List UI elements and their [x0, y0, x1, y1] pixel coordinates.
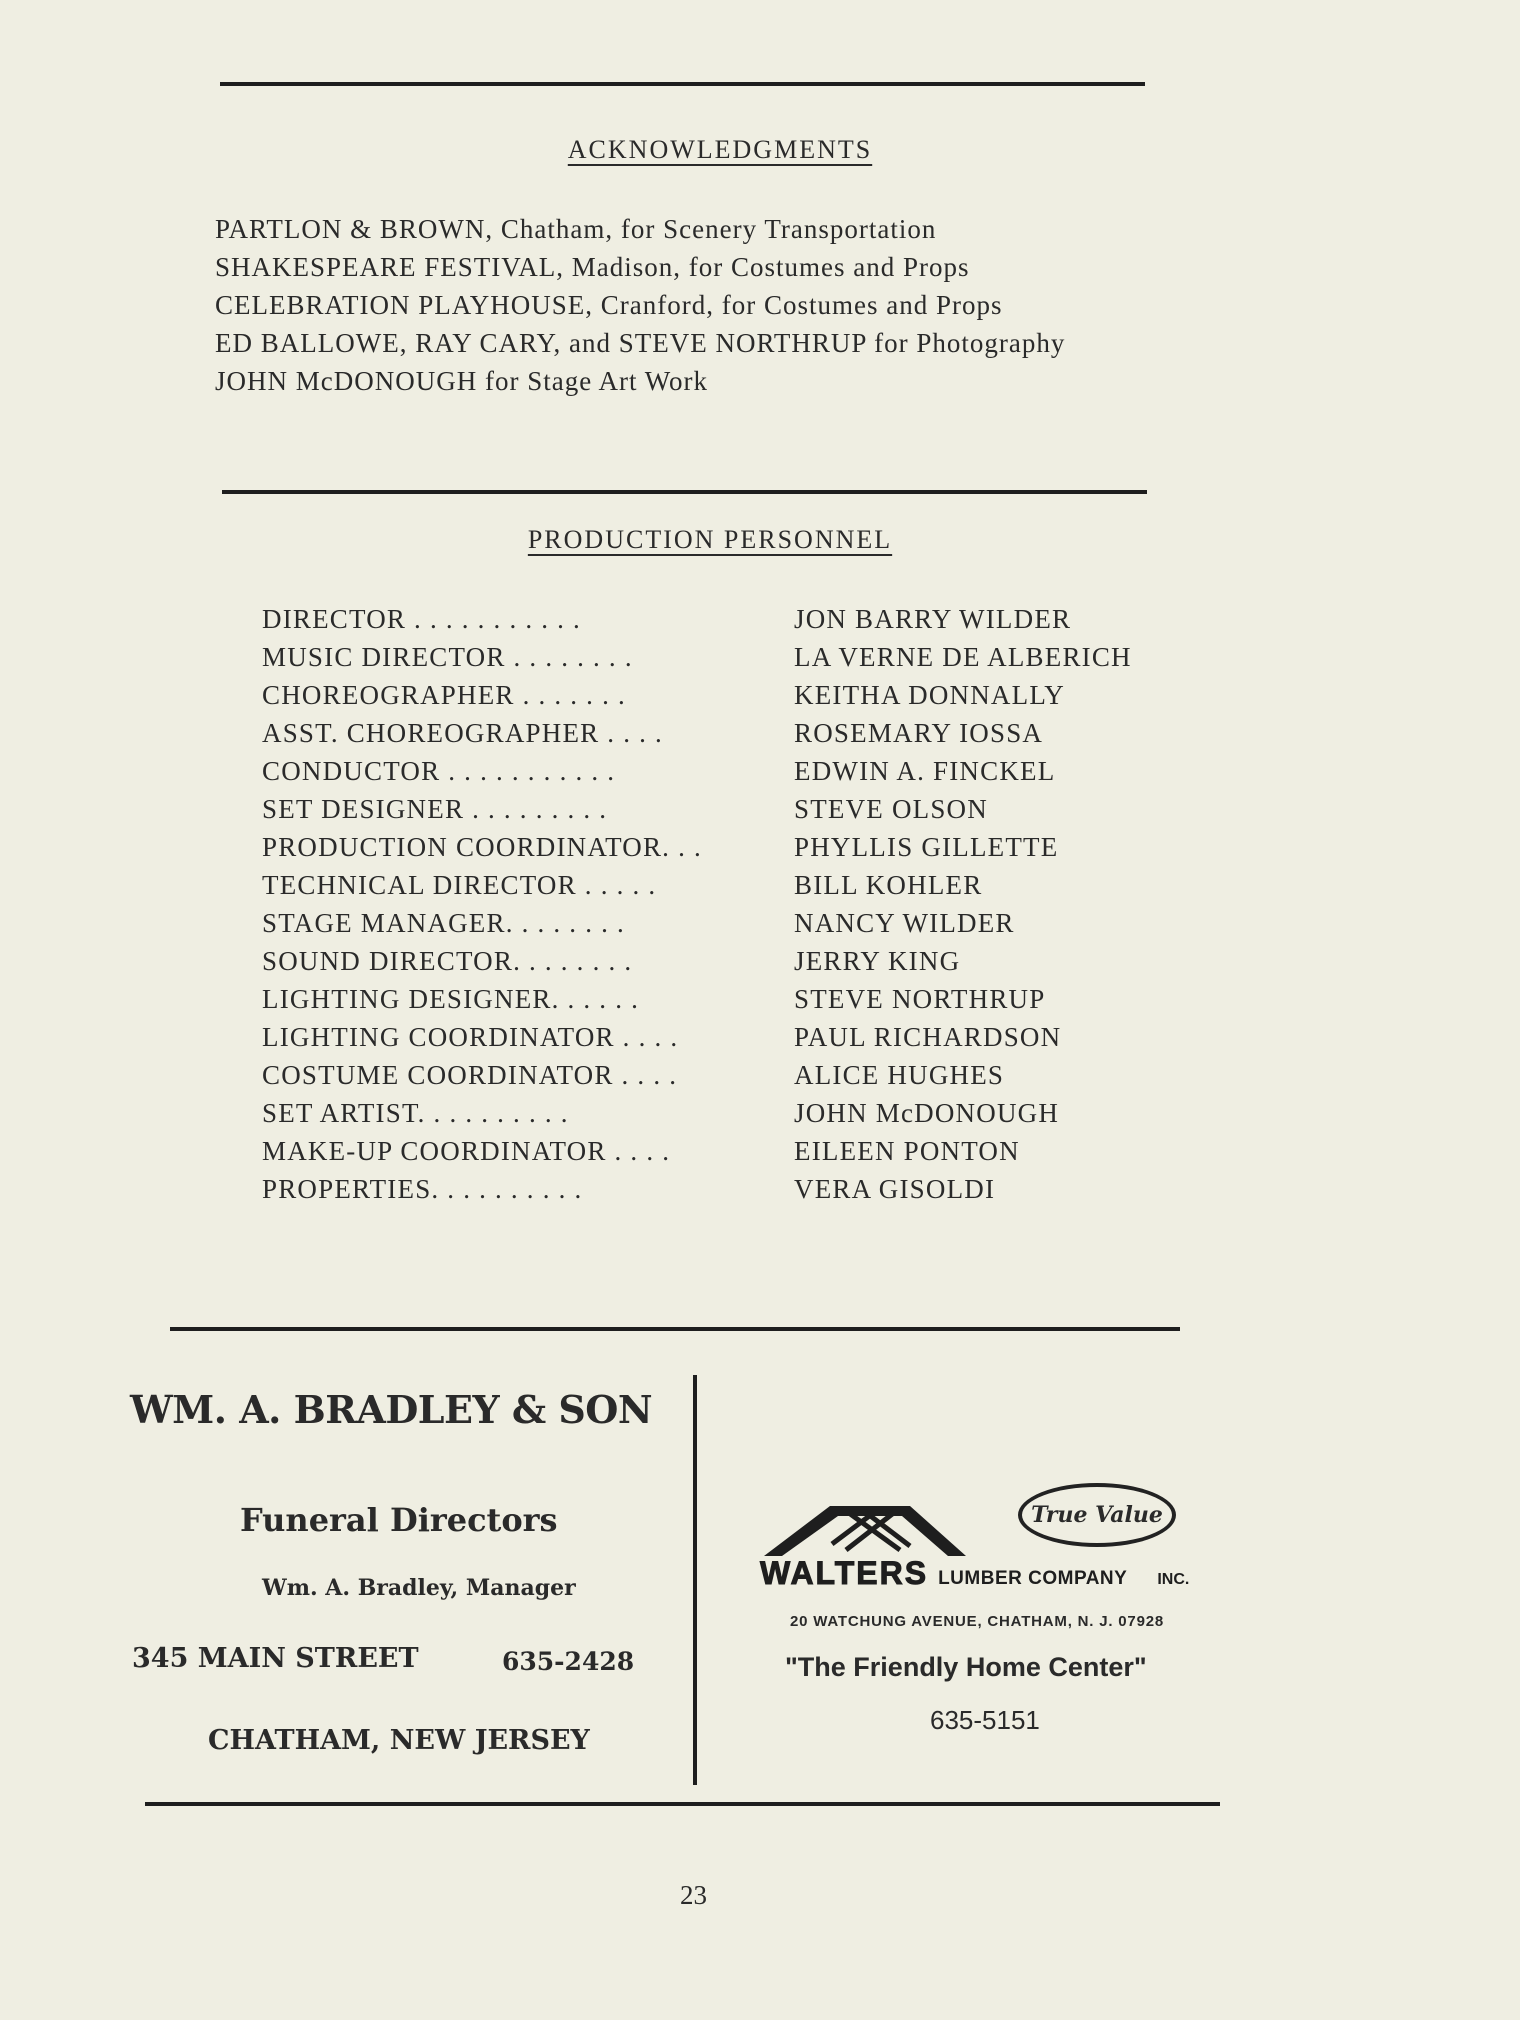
top-rule	[220, 82, 1145, 86]
crew-name: ALICE HUGHES	[794, 1060, 1005, 1090]
crew-role: SET ARTIST. . . . . . . . . .	[262, 1098, 569, 1128]
walters-phone: 635-5151	[930, 1705, 1040, 1735]
bradley-subtitle: Funeral Directors	[240, 1501, 558, 1539]
crew-name: EDWIN A. FINCKEL	[794, 756, 1056, 786]
bradley-street: 345 MAIN STREET	[132, 1643, 419, 1674]
crew-role: LIGHTING DESIGNER. . . . . .	[262, 984, 640, 1014]
bradley-city: CHATHAM, NEW JERSEY	[208, 1725, 590, 1756]
crew-role: PRODUCTION COORDINATOR. . .	[262, 832, 702, 862]
acknowledgment-item: CELEBRATION PLAYHOUSE, Cranford, for Costumes and Props	[215, 290, 1003, 320]
crew-name: EILEEN PONTON	[794, 1136, 1020, 1166]
walters-address: 20 WATCHUNG AVENUE, CHATHAM, N. J. 07928	[790, 1613, 1165, 1630]
crew-role: SOUND DIRECTOR. . . . . . . .	[262, 946, 633, 976]
walters-inc: INC.	[1157, 1571, 1190, 1588]
crew-row	[262, 828, 1262, 866]
crew-name: PHYLLIS GILLETTE	[794, 832, 1059, 862]
ads-divider	[693, 1375, 697, 1785]
crew-role: MUSIC DIRECTOR . . . . . . . .	[262, 642, 633, 672]
acknowledgment-item: SHAKESPEARE FESTIVAL, Madison, for Costumes and Props	[215, 252, 970, 282]
walters-ad	[700, 1375, 1260, 1785]
crew-row	[262, 1170, 1262, 1208]
crew-row	[262, 904, 1262, 942]
crew-row	[262, 752, 1262, 790]
crew-role: DIRECTOR . . . . . . . . . . .	[262, 604, 582, 634]
roof-truss-icon	[760, 1500, 970, 1558]
true-value-logo-text: True Value	[1031, 1502, 1163, 1528]
crew-row	[262, 1094, 1262, 1132]
crew-name: JERRY KING	[794, 946, 961, 976]
walters-name: WALTERS	[760, 1555, 929, 1591]
page-number: 23	[680, 1880, 707, 1910]
crew-role: CONDUCTOR . . . . . . . . . . .	[262, 756, 616, 786]
true-value-logo	[1018, 1483, 1176, 1547]
crew-role: ASST. CHOREOGRAPHER . . . .	[262, 718, 663, 748]
crew-row	[262, 600, 1262, 638]
crew-row	[262, 676, 1262, 714]
crew-role: LIGHTING COORDINATOR . . . .	[262, 1022, 679, 1052]
production-heading: PRODUCTION PERSONNEL	[527, 525, 893, 554]
walters-lumber-company: LUMBER COMPANY	[938, 1568, 1128, 1589]
crew-role: SET DESIGNER . . . . . . . . .	[262, 794, 608, 824]
crew-list	[262, 600, 1262, 1208]
crew-name: JON BARRY WILDER	[794, 604, 1072, 634]
crew-row	[262, 790, 1262, 828]
acknowledgment-item: ED BALLOWE, RAY CARY, and STEVE NORTHRUP for Photography	[215, 328, 1066, 358]
ads-bottom-rule	[145, 1802, 1220, 1806]
acknowledgments-heading: ACKNOWLEDGMENTS	[567, 135, 873, 164]
crew-name: PAUL RICHARDSON	[794, 1022, 1062, 1052]
crew-name: STEVE OLSON	[794, 794, 988, 824]
crew-name: NANCY WILDER	[794, 908, 1015, 938]
crew-role: STAGE MANAGER. . . . . . . .	[262, 908, 625, 938]
crew-role: MAKE-UP COORDINATOR . . . .	[262, 1136, 671, 1166]
crew-name: KEITHA DONNALLY	[794, 680, 1066, 710]
walters-tagline: "The Friendly Home Center"	[785, 1652, 1147, 1682]
crew-row	[262, 980, 1262, 1018]
acknowledgment-item: PARTLON & BROWN, Chatham, for Scenery Transportation	[215, 214, 937, 244]
crew-row	[262, 1056, 1262, 1094]
crew-name: LA VERNE DE ALBERICH	[794, 642, 1132, 672]
bradley-manager: Wm. A. Bradley, Manager	[262, 1575, 576, 1601]
crew-row	[262, 1132, 1262, 1170]
walters-company-name	[760, 1555, 1189, 1592]
bradley-ad	[130, 1375, 690, 1785]
crew-role: PROPERTIES. . . . . . . . . .	[262, 1174, 583, 1204]
crew-name: STEVE NORTHRUP	[794, 984, 1046, 1014]
acknowledgments-list	[215, 210, 1065, 400]
bradley-phone: 635-2428	[502, 1647, 635, 1676]
crew-name: VERA GISOLDI	[794, 1174, 996, 1204]
crew-name: JOHN McDONOUGH	[794, 1098, 1060, 1128]
crew-name: ROSEMARY IOSSA	[794, 718, 1044, 748]
crew-row	[262, 638, 1262, 676]
crew-role: TECHNICAL DIRECTOR . . . . .	[262, 870, 657, 900]
crew-role: CHOREOGRAPHER . . . . . . .	[262, 680, 626, 710]
section-rule	[222, 490, 1147, 494]
acknowledgment-item: JOHN McDONOUGH for Stage Art Work	[215, 366, 709, 396]
crew-row	[262, 866, 1262, 904]
crew-role: COSTUME COORDINATOR . . . .	[262, 1060, 678, 1090]
crew-row	[262, 1018, 1262, 1056]
bradley-firm-name: WM. A. BRADLEY & SON	[130, 1387, 653, 1432]
crew-row	[262, 942, 1262, 980]
crew-row	[262, 714, 1262, 752]
crew-name: BILL KOHLER	[794, 870, 983, 900]
ads-top-rule	[170, 1327, 1180, 1331]
